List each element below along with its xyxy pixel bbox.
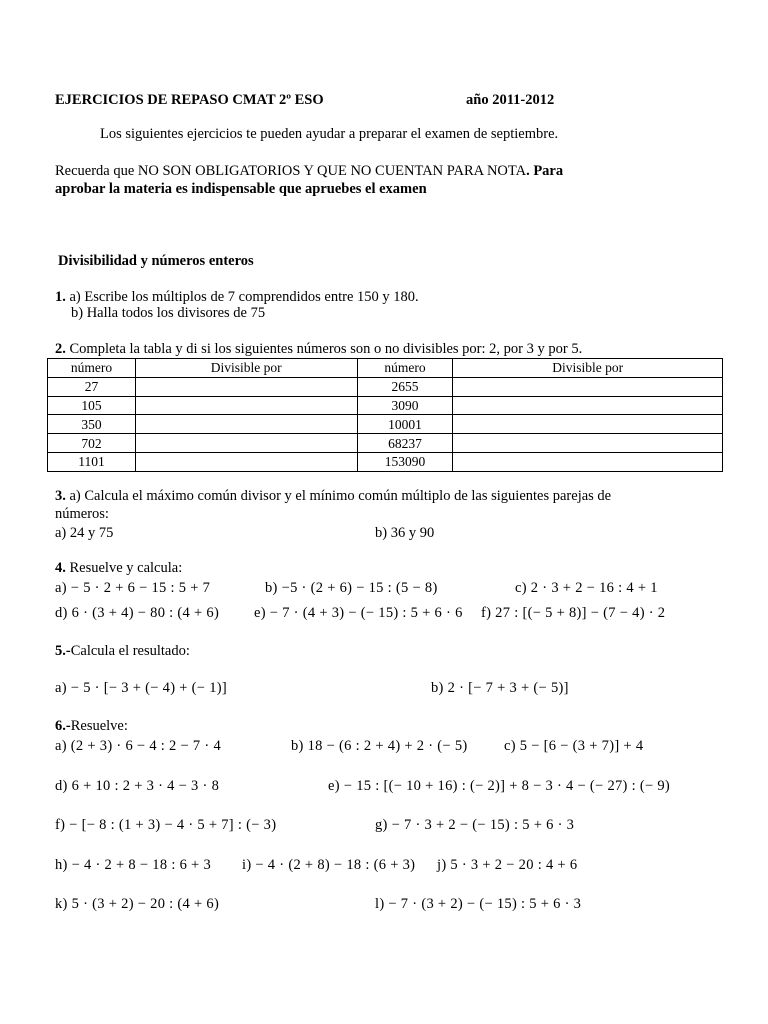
exercise-4-statement [55,560,182,577]
table-cell: 153090 [357,452,453,471]
exercise-3-text-cont: números: [55,506,109,522]
exercise-4-b: b) −5 · (2 + 6) − 15 : (5 − 8) [265,580,438,596]
exercise-1-a-text: a) Escribe los múltiplos de 7 comprendidos entre 150 y 180. [69,289,419,305]
exercise-6-i: i) − 4 · (2 + 8) − 18 : (6 + 3) [242,857,416,873]
exercise-6-d: d) 6 + 10 : 2 + 3 · 4 − 3 · 8 [55,778,220,794]
table-cell: 3090 [357,396,453,415]
column-header: Divisible por [453,359,723,378]
section-title: Divisibilidad y números enteros [58,253,254,269]
answer-cell[interactable] [453,452,723,471]
exercise-3-b: b) 36 y 90 [375,525,435,541]
table-row [48,415,723,434]
school-year: año 2011-2012 [466,92,555,108]
table-row [48,396,723,415]
table-row [48,377,723,396]
table-cell: 10001 [357,415,453,434]
exercise-4-a: a) − 5 · 2 + 6 − 15 : 5 + 7 [55,580,211,596]
exercise-4-text: Resuelve y calcula: [69,560,183,576]
exercise-4-e: e) − 7 · (4 + 3) − (− 15) : 5 + 6 · 6 [254,605,463,621]
answer-cell[interactable] [135,396,357,415]
exercise-6-a: a) (2 + 3) · 6 − 4 : 2 − 7 · 4 [55,738,222,754]
intro-line-3: aprobar la materia es indispensable que apruebes el examen [55,181,427,197]
table-cell: 702 [48,434,136,453]
exercise-5-number: 5.- [55,643,71,659]
exercise-3-text: a) Calcula el máximo común divisor y el mínimo común múltiplo de las siguientes parejas de [69,488,612,504]
intro-notice-bold: . Para [526,163,564,179]
exercise-6-text: Resuelve: [70,718,128,734]
exercise-6-g: g) − 7 · 3 + 2 − (− 15) : 5 + 6 · 3 [375,817,575,833]
exercise-1-number: 1. [55,289,66,305]
answer-cell[interactable] [135,415,357,434]
exercise-6-k: k) 5 · (3 + 2) − 20 : (4 + 6) [55,896,220,912]
table-cell: 68237 [357,434,453,453]
exercise-5-a: a) − 5 · [− 3 + (− 4) + (− 1)] [55,680,228,696]
table-cell: 1101 [48,452,136,471]
intro-notice: Recuerda que NO SON OBLIGATORIOS Y QUE NO CUENTAN PARA NOTA [55,163,527,179]
intro-line-2 [55,163,563,180]
answer-cell[interactable] [135,377,357,396]
table-cell: 2655 [357,377,453,396]
document-title: EJERCICIOS DE REPASO CMAT 2º ESO [55,92,324,108]
answer-cell[interactable] [135,452,357,471]
exercise-5-text: Calcula el resultado: [70,643,190,659]
exercise-4-f: f) 27 : [(− 5 + 8)] − (7 − 4) · 2 [481,605,666,621]
exercise-3-number: 3. [55,488,66,504]
exercise-1-b: b) Halla todos los divisores de 75 [71,305,266,321]
column-header: número [357,359,453,378]
exercise-6-j: j) 5 · 3 + 2 − 20 : 4 + 6 [437,857,578,873]
table-header-row [48,359,723,378]
exercise-6-h: h) − 4 · 2 + 8 − 18 : 6 + 3 [55,857,211,873]
table-cell: 105 [48,396,136,415]
exercise-4-number: 4. [55,560,66,576]
exercise-2-number: 2. [55,341,66,357]
table-cell: 350 [48,415,136,434]
exercise-6-l: l) − 7 · (3 + 2) − (− 15) : 5 + 6 · 3 [375,896,582,912]
exercise-3-a: a) 24 y 75 [55,525,114,541]
answer-cell[interactable] [453,415,723,434]
answer-cell[interactable] [453,377,723,396]
exercise-4-d: d) 6 · (3 + 4) − 80 : (4 + 6) [55,605,220,621]
exercise-5-statement [55,643,190,660]
table-row [48,434,723,453]
divisibility-table [47,358,723,472]
exercise-4-c: c) 2 · 3 + 2 − 16 : 4 + 1 [515,580,658,596]
intro-line-1: Los siguientes ejercicios te pueden ayudar a preparar el examen de septiembre. [100,126,559,142]
exercise-2-text: Completa la tabla y di si los siguientes números son o no divisibles por: 2, por 3 y por 5. [69,341,583,357]
table-row [48,452,723,471]
exercise-6-c: c) 5 − [6 − (3 + 7)] + 4 [504,738,644,754]
table-cell: 27 [48,377,136,396]
exercise-5-b: b) 2 · [− 7 + 3 + (− 5)] [431,680,569,696]
answer-cell[interactable] [135,434,357,453]
column-header: número [48,359,136,378]
exercise-6-e: e) − 15 : [(− 10 + 16) : (− 2)] + 8 − 3 · 4 − (− 27) : (− 9) [328,778,671,794]
exercise-6-f: f) − [− 8 : (1 + 3) − 4 · 5 + 7] : (− 3) [55,817,277,833]
answer-cell[interactable] [453,434,723,453]
exercise-3-statement [55,488,611,505]
answer-cell[interactable] [453,396,723,415]
exercise-1-a [55,289,419,306]
exercise-6-statement [55,718,128,735]
exercise-6-b: b) 18 − (6 : 2 + 4) + 2 · (− 5) [291,738,468,754]
exercise-2-statement [55,341,582,358]
exercise-6-number: 6.- [55,718,71,734]
column-header: Divisible por [135,359,357,378]
